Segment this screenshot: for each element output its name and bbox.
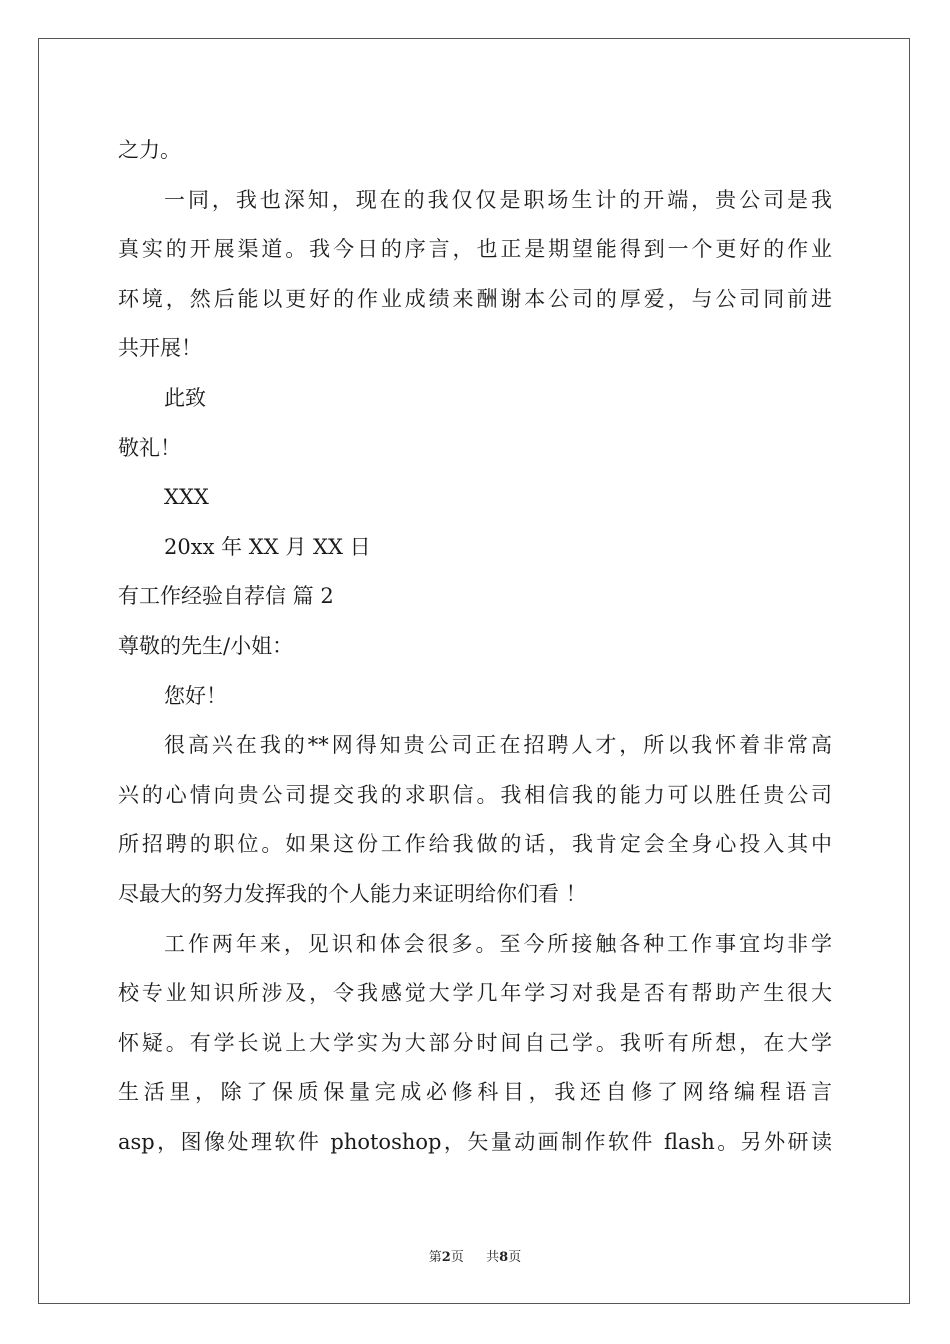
signature-date: 20xx 年 XX 月 XX 日	[164, 534, 371, 559]
paragraph-line: 尽最大的努力发挥我的个人能力来证明给你们看 ！	[118, 881, 587, 906]
letter-greeting: 尊敬的先生/小姐：	[118, 633, 294, 658]
signature-name: XXX	[164, 485, 209, 510]
paragraph-line: 所招聘的职位。如果这份工作给我做的话，我肯定会全身心投入其中	[118, 832, 832, 857]
paragraph-line: 一同，我也深知，现在的我仅仅是职场生计的开端，贵公司是我	[164, 187, 832, 212]
paragraph-line: 校专业知识所涉及，令我感觉大学几年学习对我是否有帮助产生很大	[118, 981, 832, 1006]
letter-hello: 您好！	[164, 683, 227, 708]
paragraph-line: 共开展！	[118, 336, 202, 361]
closing-regards: 敬礼！	[118, 435, 181, 460]
paragraph-line: 怀疑。有学长说上大学实为大部分时间自己学。我听有所想，在大学	[118, 1030, 832, 1055]
paragraph-line: 工作两年来，见识和体会很多。至今所接触各种工作事宜均非学	[164, 931, 832, 956]
page-footer	[0, 1246, 950, 1265]
paragraph-line: 很高兴在我的**网得知贵公司正在招聘人才，所以我怀着非常高	[164, 733, 832, 758]
text-line-continuation: 之力。	[118, 138, 181, 162]
section-heading: 有工作经验自荐信 篇 2	[118, 584, 334, 609]
page-total: 共8页	[486, 1250, 522, 1265]
paragraph-line: 真实的开展渠道。我今日的序言，也正是期望能得到一个更好的作业	[118, 237, 832, 262]
paragraph-line: asp，图像处理软件 photoshop，矢量动画制作软件 flash。另外研读	[118, 1129, 832, 1154]
document-body	[118, 126, 832, 1167]
page-number: 第2页	[428, 1250, 464, 1265]
paragraph-line: 兴的心情向贵公司提交我的求职信。我相信我的能力可以胜任贵公司	[118, 782, 832, 807]
closing-salutation: 此致	[164, 385, 206, 410]
paragraph-line: 生活里，除了保质保量完成必修科目，我还自修了网络编程语言	[118, 1080, 832, 1105]
paragraph-line: 环境，然后能以更好的作业成绩来酬谢本公司的厚爱，与公司同前进	[118, 286, 832, 311]
